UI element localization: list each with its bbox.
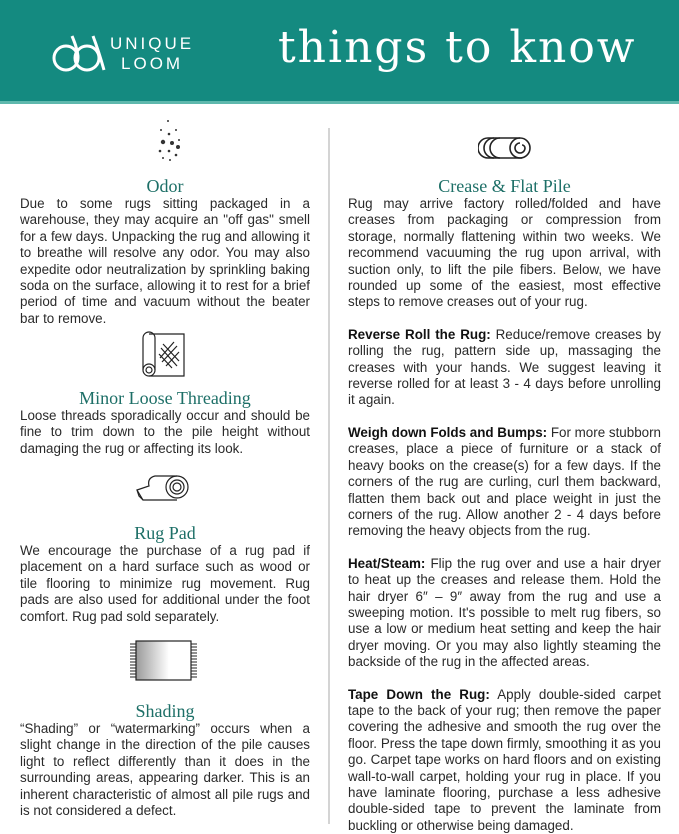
section-rug-pad (20, 523, 310, 625)
column-divider (328, 128, 330, 824)
shading-rug-icon (128, 640, 200, 682)
section-crease-flat-pile (348, 176, 661, 834)
tip-label: Tape Down the Rug: (348, 686, 490, 702)
section-intro: Rug may arrive factory rolled/folded and have creases from packaging or compression from storage, normally flattening within two weeks. We recommend vacuuming the rug upon arrival, with suction only, to lift the pile fibers. Below, we have rounded up some of the easiest, most effective steps to remove creases out of your rug. (348, 196, 661, 310)
section-minor-loose-threading (20, 388, 310, 457)
tip-weigh-down (348, 425, 661, 540)
tip-text: Apply double-sided carpet tape to the back of your rug; then remove the paper covering the adhesive and smooth the rug over the floor. Press the tape down firmly, smoothing it as you go. Carpet tape works on hard floors and on existing wall-to-wall carpet, holding your rug in place. If you have laminate flooring, purchase a less adhesive double-sided tape to prevent the laminate from buckling or otherwise being damaged. (348, 686, 661, 833)
tip-heat-steam (348, 556, 661, 671)
section-shading (20, 701, 310, 819)
rug-threading-icon (142, 330, 186, 378)
tip-label: Reverse Roll the Rug: (348, 326, 491, 342)
tip-tape-down (348, 687, 661, 834)
rug-pad-roll-icon (135, 474, 191, 504)
section-title: Rug Pad (134, 523, 196, 543)
tip-text: Flip the rug over and use a hair dryer to heat up the creases and release them. Hold the hair dryer 6″ – 9″ away from the rug and use a sweeping motion. It's possible to melt rug fibers, so use a low or medium heat setting and keep the hair dryer moving. Or you may also lightly steaming the backside of the rug in the affected areas. (348, 555, 661, 670)
tip-text: Reduce/remove creases by rolling the rug, pattern side up, massaging the creases with your hands. We suggest leaving it reverse rolled for at least 3 - 4 days before unrolling it again. (348, 326, 661, 408)
section-text: We encourage the purchase of a rug pad if placement on a hard surface such as wood or tile flooring to minimize rug movement. Rug pads are also used for additional under the foot comfort. Rug pad sold separately. (20, 543, 310, 624)
tip-reverse-roll (348, 327, 661, 409)
page-title: things to know (278, 22, 637, 73)
section-text: Loose threads sporadically occur and should be fine to trim down to the pile height without damaging the rug or affecting its look. (20, 408, 310, 456)
section-text: “Shading” or “watermarking” occurs when a slight change in the direction of the pile causes light to reflect differently than it does in the surrounding areas, appearing darker. This is an inherent characteristic of almost all pile rugs and is not considered a defect. (20, 721, 310, 819)
tip-label: Heat/Steam: (348, 555, 426, 571)
brand-name (110, 34, 194, 74)
section-odor (20, 176, 310, 327)
tip-label: Weigh down Folds and Bumps: (348, 424, 548, 440)
odor-dots-icon (150, 118, 192, 162)
brand-line-1: UNIQUE (110, 34, 195, 53)
crease-roll-icon (478, 136, 534, 160)
section-text: Due to some rugs sitting packaged in a warehouse, they may acquire an "off gas" smell for a few days. Unpacking the rug and allowing it to breathe will resolve any odor. You may also expedite odor neutralization by sprinkling baking soda on the surface, allowing it to rest for a brief period of time and vacuum without the beater bar to remove. (20, 196, 310, 326)
brand-line-2: LOOM (121, 54, 184, 73)
section-title: Minor Loose Threading (79, 388, 251, 408)
tip-text: For more stubborn creases, place a piece of furniture or a stack of heavy books on the crease(s) for a few days. If the corners of the rug are curling, curl them backward, flatten them back out and place weight in just the corners of the rug. Allow another 2 - 4 days before removing the heavy objects from the rug. (348, 424, 661, 539)
section-title: Odor (146, 176, 184, 196)
section-title: Crease & Flat Pile (438, 176, 571, 196)
section-title: Shading (135, 701, 195, 721)
header-banner (0, 0, 679, 104)
unique-loom-logo-icon (52, 30, 108, 76)
